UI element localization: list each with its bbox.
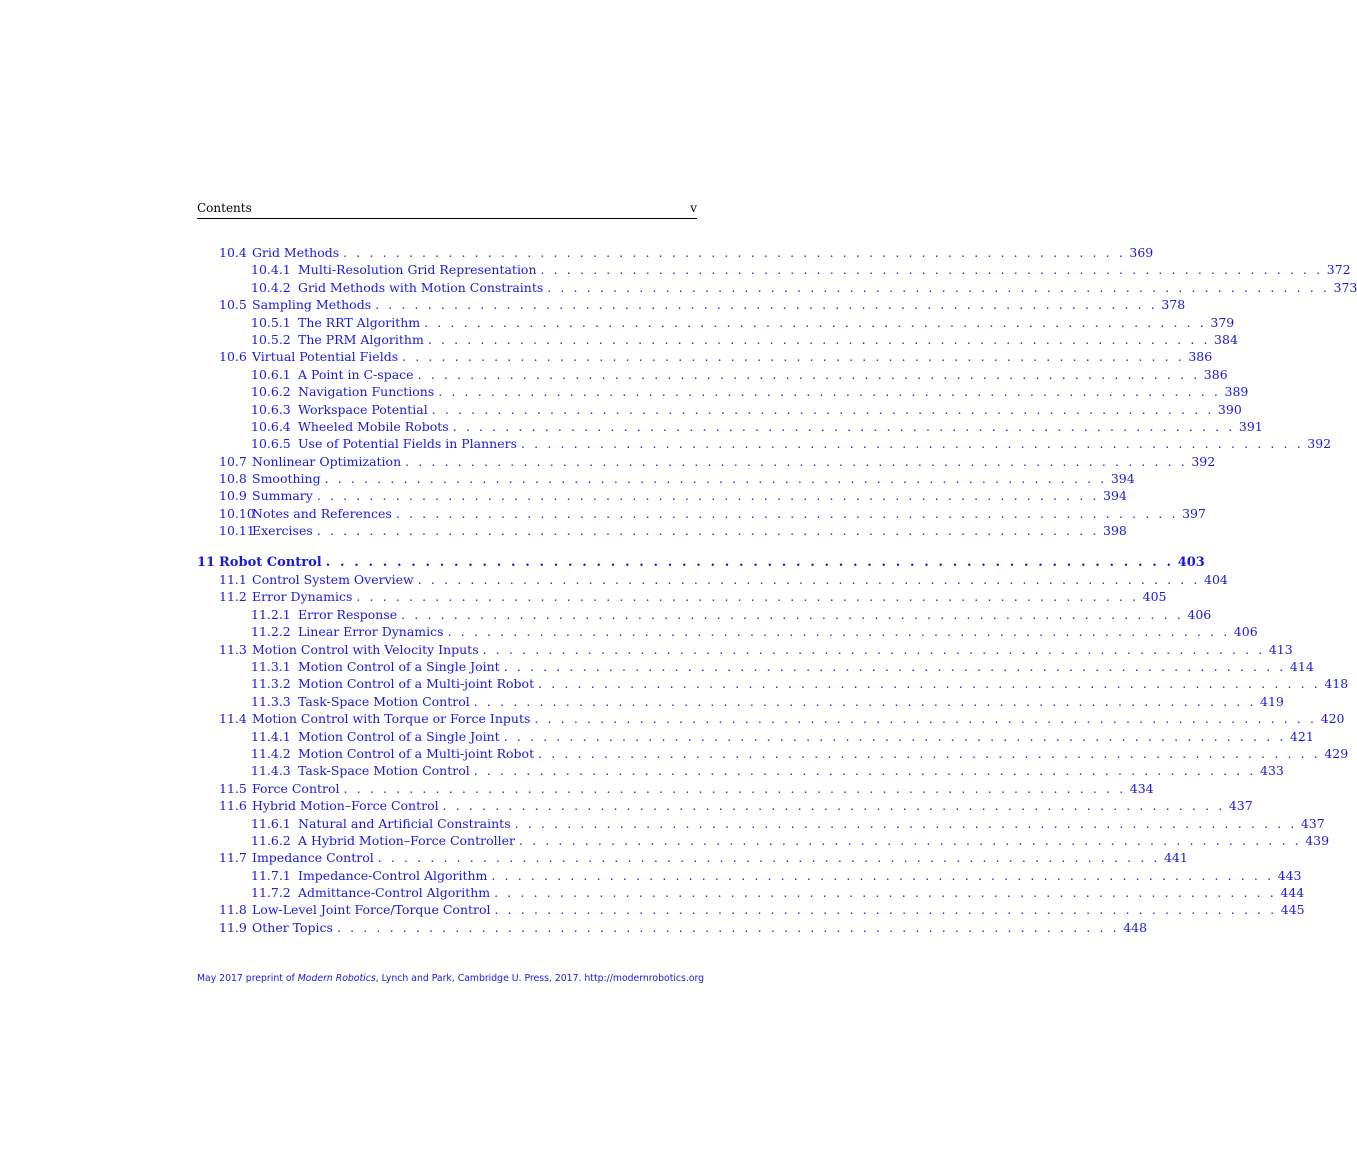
entry-title: Grid Methods bbox=[252, 245, 340, 260]
toc-subsection-entry[interactable] bbox=[197, 366, 1228, 383]
entry-number: 10.5.1 bbox=[251, 314, 291, 330]
dot-leader: . . . . . . . . . . . . . . . . . . . . . . . . . . . . . . . . . . . . . . . . . . . . . . . . . . . . . . . . . . . . bbox=[356, 589, 1139, 605]
toc-subsection-entry[interactable] bbox=[197, 675, 1349, 692]
entry-page: 429 bbox=[1324, 745, 1349, 761]
dot-leader: . . . . . . . . . . . . . . . . . . . . . . . . . . . . . . . . . . . . . . . . . . . . . . . . . . . . . . . . . . . . bbox=[447, 624, 1230, 640]
entry-title: A Point in C-space bbox=[298, 366, 414, 382]
header-page-number: v bbox=[690, 201, 697, 215]
entry-number: 10.6.2 bbox=[251, 384, 291, 400]
entry-page: 421 bbox=[1289, 728, 1314, 744]
entry-title: Navigation Functions bbox=[298, 384, 435, 400]
entry-title: Sampling Methods bbox=[252, 297, 372, 313]
dot-leader: . . . . . . . . . . . . . . . . . . . . . . . . . . . . . . . . . . . . . . . . . . . . . . . . . . . . . . . . . . . . bbox=[494, 885, 1277, 901]
toc-section-entry[interactable] bbox=[197, 919, 1148, 936]
toc-subsection-entry[interactable] bbox=[197, 435, 1332, 452]
chapter-page: 403 bbox=[1177, 554, 1205, 570]
entry-number: 11.3 bbox=[219, 641, 247, 657]
toc-chapter-11[interactable] bbox=[197, 554, 1205, 571]
toc-section-entry[interactable] bbox=[197, 588, 1167, 605]
toc-subsection-entry[interactable] bbox=[197, 401, 1242, 418]
entry-number: 11.6.2 bbox=[251, 832, 291, 848]
toc-subsection-entry[interactable] bbox=[197, 693, 1284, 710]
toc-section-entry[interactable] bbox=[197, 710, 1345, 727]
entry-number: 11.3.1 bbox=[251, 658, 291, 674]
footer-suffix: , Lynch and Park, Cambridge U. Press, 2017. http://modernrobotics.org bbox=[375, 973, 705, 984]
toc-section-entry[interactable] bbox=[197, 780, 1154, 797]
dot-leader: . . . . . . . . . . . . . . . . . . . . . . . . . . . . . . . . . . . . . . . . . . . . . . . . . . . . . . . . . . . . bbox=[405, 453, 1188, 469]
entry-title: Force Control bbox=[252, 780, 340, 796]
entry-title: Impedance Control bbox=[252, 850, 374, 866]
dot-leader: . . . . . . . . . . . . . . . . . . . . . . . . . . . . . . . . . . . . . . . . . . . . . . . . . . . . . . . . . . . . bbox=[491, 867, 1274, 883]
dot-leader: . . . . . . . . . . . . . . . . . . . . . . . . . . . . . . . . . . . . . . . . . . . . . . . . . . . . . . . . . . . . bbox=[324, 471, 1107, 487]
entry-title: Other Topics bbox=[252, 919, 333, 935]
toc-subsection-entry[interactable] bbox=[197, 762, 1284, 779]
entry-page: 372 bbox=[1326, 262, 1351, 278]
entry-title: Use of Potential Fields in Planners bbox=[298, 436, 518, 452]
entry-number: 11.7.1 bbox=[251, 867, 291, 883]
entry-page: 389 bbox=[1224, 384, 1249, 400]
entry-title: Wheeled Mobile Robots bbox=[298, 418, 449, 434]
dot-leader: . . . . . . . . . . . . . . . . . . . . . . . . . . . . . . . . . . . . . . . . . . . . . . . . . . . . . . . . . . . . bbox=[375, 297, 1158, 313]
entry-title: Control System Overview bbox=[252, 572, 414, 588]
entry-title: Impedance-Control Algorithm bbox=[298, 867, 488, 883]
entry-page: 378 bbox=[1161, 297, 1186, 313]
entry-page: 394 bbox=[1110, 471, 1135, 487]
dot-leader: . . . . . . . . . . . . . . . . . . . . . . . . . . . . . . . . . . . . . . . . . . . . . . . . . . . . . . . . . . . . bbox=[547, 279, 1330, 295]
entry-page: 373 bbox=[1333, 279, 1357, 295]
entry-number: 10.5.2 bbox=[251, 331, 291, 347]
entry-page: 445 bbox=[1280, 902, 1305, 918]
entry-number: 11.6.1 bbox=[251, 815, 291, 831]
entry-page: 405 bbox=[1142, 589, 1167, 605]
entry-page: 414 bbox=[1289, 658, 1314, 674]
entry-page: 394 bbox=[1103, 488, 1127, 504]
entry-number: 11.2.2 bbox=[251, 624, 291, 640]
entry-number: 10.6.1 bbox=[251, 366, 291, 382]
dot-leader: . . . . . . . . . . . . . . . . . . . . . . . . . . . . . . . . . . . . . . . . . . . . . . . . . . . . . . . . . . . . bbox=[438, 384, 1221, 400]
entry-page: 392 bbox=[1191, 453, 1216, 469]
dot-leader: . . . . . . . . . . . . . . . . . . . . . . . . . . . . . . . . . . . . . . . . . . . . . . . . . . . . . . . . . . . . bbox=[336, 919, 1120, 935]
entry-page: 437 bbox=[1300, 815, 1325, 831]
dot-leader: . . . . . . . . . . . . . . . . . . . . . . . . . . . . . . . . . . . . . . . . . . . . . . . . . . . . . . . . . . . . bbox=[482, 641, 1265, 657]
dot-leader: . . . . . . . . . . . . . . . . . . . . . . . . . . . . . . . . . . . . . . . . . . . . . . . . . . . . . . . . . . . . bbox=[518, 832, 1302, 848]
entry-page: 391 bbox=[1238, 418, 1263, 434]
entry-page: 379 bbox=[1210, 314, 1235, 330]
entry-number: 10.10 bbox=[219, 505, 255, 521]
entry-page: 437 bbox=[1228, 798, 1253, 814]
toc-subsection-entry[interactable] bbox=[197, 279, 1357, 296]
toc-section-entry[interactable] bbox=[197, 641, 1293, 658]
dot-leader: . . . . . . . . . . . . . . . . . . . . . . . . . . . . . . . . . . . . . . . . . . . . . . . . . . . . . . . . . . . . bbox=[442, 798, 1225, 814]
footer-prefix: May 2017 preprint of bbox=[197, 973, 298, 984]
dot-leader: . . . . . . . . . . . . . . . . . . . . . . . . . . . . . . . . . . . . . . . . . . . . . . . . . . . . . . . . . . . . bbox=[316, 488, 1100, 504]
entry-number: 11.4 bbox=[219, 711, 247, 727]
entry-number: 10.4.1 bbox=[251, 262, 291, 278]
entry-page: 420 bbox=[1320, 711, 1345, 727]
toc-subsection-entry[interactable] bbox=[197, 658, 1314, 675]
entry-title: A Hybrid Motion–Force Controller bbox=[298, 832, 515, 848]
dot-leader: . . . . . . . . . . . . . . . . . . . . . . . . . . . . . . . . . . . . . . . . . . . . . . . . . . . . . . . . . . . . bbox=[431, 401, 1214, 417]
dot-leader: . . . . . . . . . . . . . . . . . . . . . . . . . . . . . . . . . . . . . . . . . . . . . . . . . . . . . . . . . . . . bbox=[540, 262, 1323, 278]
dot-leader: . . . . . . . . . . . . . . . . . . . . . . . . . . . . . . . . . . . . . . . . . . . . . . . . . . . . . . . . . . . . bbox=[494, 902, 1277, 918]
section-10-entries bbox=[197, 244, 1357, 540]
entry-number: 10.9 bbox=[219, 488, 247, 504]
toc-section-entry[interactable] bbox=[197, 487, 1127, 504]
dot-leader: . . . . . . . . . . . . . . . . . . . . . . . . . . . . . . . . . . . . . . . . . . . . . . . . . . . . . . . . . . . . bbox=[473, 693, 1256, 709]
entry-number: 11.5 bbox=[219, 780, 247, 796]
entry-page: 406 bbox=[1187, 606, 1212, 622]
dot-leader: . . . . . . . . . . . . . . . . . . . . . . . . . . . . . . . . . . . . . . . . . . . . . . . . . . . . . . . . . . . . bbox=[343, 245, 1126, 260]
entry-title: Notes and References bbox=[252, 505, 392, 521]
entry-page: 418 bbox=[1324, 676, 1349, 692]
header-title: Contents bbox=[197, 201, 252, 215]
entry-title: Natural and Artificial Constraints bbox=[298, 815, 511, 831]
entry-title: Smoothing bbox=[252, 471, 321, 487]
toc-subsection-entry[interactable] bbox=[197, 331, 1238, 348]
dot-leader: . . . . . . . . . . . . . . . . . . . . . . . . . . . . . . . . . . . . . . . . . . . . . . . . . . . . . . . . . . . . bbox=[427, 331, 1211, 347]
entry-page: 439 bbox=[1305, 832, 1330, 848]
entry-page: 406 bbox=[1233, 624, 1258, 640]
entry-title: Summary bbox=[252, 488, 313, 504]
toc-subsection-entry[interactable] bbox=[197, 815, 1325, 832]
toc-subsection-entry[interactable] bbox=[197, 832, 1330, 849]
entry-title: Multi-Resolution Grid Representation bbox=[298, 262, 537, 278]
toc-subsection-entry[interactable] bbox=[197, 418, 1263, 435]
entry-title: The PRM Algorithm bbox=[298, 331, 424, 347]
entry-page: 392 bbox=[1307, 436, 1332, 452]
entry-title: Motion Control of a Multi-joint Robot bbox=[298, 745, 535, 761]
toc-subsection-entry[interactable] bbox=[197, 261, 1351, 278]
entry-title: Admittance-Control Algorithm bbox=[298, 885, 491, 901]
entry-title: Low-Level Joint Force/Torque Control bbox=[252, 902, 491, 918]
entry-title: Nonlinear Optimization bbox=[252, 453, 402, 469]
footer-book-title: Modern Robotics bbox=[297, 973, 376, 984]
toc-subsection-entry[interactable] bbox=[197, 745, 1349, 762]
entry-title: Grid Methods with Motion Constraints bbox=[298, 279, 544, 295]
entry-number: 11.3.3 bbox=[251, 693, 291, 709]
entry-number: 11.7.2 bbox=[251, 885, 291, 901]
entry-title: Virtual Potential Fields bbox=[252, 349, 399, 365]
toc-subsection-entry[interactable] bbox=[197, 314, 1235, 331]
toc-section-entry[interactable] bbox=[197, 505, 1206, 522]
dot-leader: . . . . . . . . . . . . . . . . . . . . . . . . . . . . . . . . . . . . . . . . . . . . . . . . . . . . . . . . . . . . bbox=[402, 349, 1185, 365]
entry-page: 419 bbox=[1260, 693, 1284, 709]
entry-title: Task-Space Motion Control bbox=[298, 763, 470, 779]
entry-page: 390 bbox=[1217, 401, 1242, 417]
entry-page: 397 bbox=[1182, 505, 1206, 521]
entry-number: 11.7 bbox=[219, 850, 247, 866]
toc-subsection-entry[interactable] bbox=[197, 867, 1302, 884]
page-footer bbox=[197, 973, 705, 984]
entry-number: 10.6.3 bbox=[251, 401, 291, 417]
entry-title: The RRT Algorithm bbox=[298, 314, 421, 330]
entry-number: 11.6 bbox=[219, 798, 247, 814]
entry-number: 10.4 bbox=[219, 245, 247, 260]
entry-number: 11.4.2 bbox=[251, 745, 291, 761]
entry-page: 384 bbox=[1214, 331, 1238, 347]
entry-number: 10.6.4 bbox=[251, 418, 291, 434]
dot-leader: . . . . . . . . . . . . . . . . . . . . . . . . . . . . . . . . . . . . . . . . . . . . . . . . . . . . . . . . . . . . bbox=[343, 780, 1126, 796]
entry-page: 441 bbox=[1163, 850, 1188, 866]
entry-title: Workspace Potential bbox=[298, 401, 428, 417]
entry-title: Task-Space Motion Control bbox=[298, 693, 470, 709]
toc-subsection-entry[interactable] bbox=[197, 606, 1212, 623]
entry-title: Error Response bbox=[298, 606, 398, 622]
dot-leader: . . . . . . . . . . . . . . . . . . . . . . . . . . . . . . . . . . . . . . . . . . . . . . . . . . . . . . . . . . . . bbox=[452, 418, 1235, 434]
entry-number: 10.11 bbox=[219, 523, 255, 539]
entry-page: 433 bbox=[1260, 763, 1284, 779]
entry-page: 434 bbox=[1129, 780, 1154, 796]
toc-section-entry[interactable] bbox=[197, 470, 1135, 487]
entry-number: 11.9 bbox=[219, 919, 247, 935]
toc-subsection-entry[interactable] bbox=[197, 728, 1314, 745]
spacer bbox=[197, 540, 697, 554]
dot-leader: . . . . . . . . . . . . . . . . . . . . . . . . . . . . . . . . . . . . . . . . . . . . . . . . . . . . . . . . . . . . bbox=[316, 523, 1100, 539]
chapter-title: Robot Control bbox=[219, 554, 322, 570]
dot-leader: . . . . . . . . . . . . . . . . . . . . . . . . . . . . . . . . . . . . . . . . . . . . . . . . . . . . . . . . . . . . bbox=[424, 314, 1207, 330]
toc-section-entry[interactable] bbox=[197, 296, 1186, 313]
dot-leader: . . . . . . . . . . . . . . . . . . . . . . . . . . . . . . . . . . . . . . . . . . . . . . . . . . . . . . . . . . . . bbox=[417, 572, 1200, 588]
dot-leader: . . . . . . . . . . . . . . . . . . . . . . . . . . . . . . . . . . . . . . . . . . . . . . . . . . . . . . . . . . . . bbox=[521, 436, 1304, 452]
entry-number: 10.7 bbox=[219, 453, 247, 469]
dot-leader: . . . . . . . . . . . . . . . . . . . . . . . . . . . . . . . . . . . . . . . . . . . . . . . . . . . . . . . . . . . . bbox=[473, 763, 1256, 779]
entry-page: 413 bbox=[1268, 641, 1293, 657]
dot-leader: . . . . . . . . . . . . . . . . . . . . . . . . . . . . . . . . . . . . . . . . . . . . . . . . . . . . . . . . . . . . bbox=[417, 366, 1200, 382]
chapter-number: 11 bbox=[197, 554, 216, 570]
entry-page: 443 bbox=[1277, 867, 1302, 883]
entry-page: 369 bbox=[1129, 245, 1154, 260]
entry-title: Motion Control with Torque or Force Inputs bbox=[252, 711, 531, 727]
entry-title: Motion Control with Velocity Inputs bbox=[252, 641, 479, 657]
dot-leader: . . . . . . . . . . . . . . . . . . . . . . . . . . . . . . . . . . . . . . . . . . . . . . . . . . . . . . . . . . . . bbox=[395, 505, 1179, 521]
entry-page: 404 bbox=[1204, 572, 1228, 588]
entry-page: 386 bbox=[1203, 366, 1228, 382]
entry-page: 386 bbox=[1188, 349, 1213, 365]
entry-page: 444 bbox=[1280, 885, 1305, 901]
entry-number: 11.8 bbox=[219, 902, 247, 918]
toc-section-entry[interactable] bbox=[197, 522, 1127, 539]
dot-leader: . . . . . . . . . . . . . . . . . . . . . . . . . . . . . . . . . . . . . . . . . . . . . . . . . . . . . . . . . . . . bbox=[503, 728, 1286, 744]
entry-page: 448 bbox=[1123, 919, 1148, 935]
toc-section-entry[interactable] bbox=[197, 348, 1213, 365]
dot-leader: . . . . . . . . . . . . . . . . . . . . . . . . . . . . . . . . . . . . . . . . . . . . . . . . . . . . . . . . . . . . bbox=[514, 815, 1297, 831]
toc-subsection-entry[interactable] bbox=[197, 383, 1249, 400]
entry-number: 11.4.3 bbox=[251, 763, 291, 779]
entry-number: 11.4.1 bbox=[251, 728, 291, 744]
dot-leader: . . . . . . . . . . . . . . . . . . . . . . . . . . . . . . . . . . . . . . . . . . . . . . . . . . . . . . . . . . . . bbox=[534, 711, 1317, 727]
toc-subsection-entry[interactable] bbox=[197, 884, 1305, 901]
entry-number: 10.5 bbox=[219, 297, 247, 313]
entry-number: 10.6.5 bbox=[251, 436, 291, 452]
toc-section-entry[interactable] bbox=[197, 849, 1188, 866]
toc-section-entry[interactable] bbox=[197, 571, 1228, 588]
entry-number: 10.4.2 bbox=[251, 279, 291, 295]
entry-title: Motion Control of a Multi-joint Robot bbox=[298, 676, 535, 692]
entry-title: Exercises bbox=[252, 523, 313, 539]
entry-page: 398 bbox=[1103, 523, 1127, 539]
dot-leader: . . . . . . . . . . . . . . . . . . . . . . . . . . . . . . . . . . . . . . . . . . . . . . . . . . . . . . . . . . . . bbox=[503, 658, 1286, 674]
dot-leader: . . . . . . . . . . . . . . . . . . . . . . . . . . . . . . . . . . . . . . . . . . . . . . . . . . . . . . . . . . . . bbox=[377, 850, 1160, 866]
entry-number: 11.3.2 bbox=[251, 676, 291, 692]
entry-title: Error Dynamics bbox=[252, 589, 353, 605]
toc-subsection-entry[interactable] bbox=[197, 623, 1258, 640]
entry-number: 11.1 bbox=[219, 572, 247, 588]
dot-leader: . . . . . . . . . . . . . . . . . . . . . . . . . . . . . . . . . . . . . . . . . . . . . . . . . . . . . . . . . . . . bbox=[401, 606, 1184, 622]
toc-section-entry[interactable] bbox=[197, 453, 1216, 470]
toc-section-entry[interactable] bbox=[197, 244, 1154, 261]
running-header bbox=[197, 200, 697, 219]
dot-leader: . . . . . . . . . . . . . . . . . . . . . . . . . . . . . . . . . . . . . . . . . . . . . . . . . . . . . . . . . . . . bbox=[325, 554, 1174, 570]
section-11-entries bbox=[197, 571, 1349, 936]
entry-number: 11.2 bbox=[219, 589, 247, 605]
entry-number: 10.8 bbox=[219, 471, 247, 487]
toc-section-entry[interactable] bbox=[197, 901, 1305, 918]
dot-leader: . . . . . . . . . . . . . . . . . . . . . . . . . . . . . . . . . . . . . . . . . . . . . . . . . . . . . . . . . . . . bbox=[538, 676, 1321, 692]
entry-number: 11.2.1 bbox=[251, 606, 291, 622]
dot-leader: . . . . . . . . . . . . . . . . . . . . . . . . . . . . . . . . . . . . . . . . . . . . . . . . . . . . . . . . . . . . bbox=[538, 745, 1321, 761]
entry-title: Motion Control of a Single Joint bbox=[298, 728, 500, 744]
table-of-contents bbox=[197, 244, 1357, 936]
toc-section-entry[interactable] bbox=[197, 797, 1253, 814]
entry-number: 10.6 bbox=[219, 349, 247, 365]
entry-title: Hybrid Motion–Force Control bbox=[252, 798, 439, 814]
entry-title: Motion Control of a Single Joint bbox=[298, 658, 500, 674]
entry-title: Linear Error Dynamics bbox=[298, 624, 444, 640]
